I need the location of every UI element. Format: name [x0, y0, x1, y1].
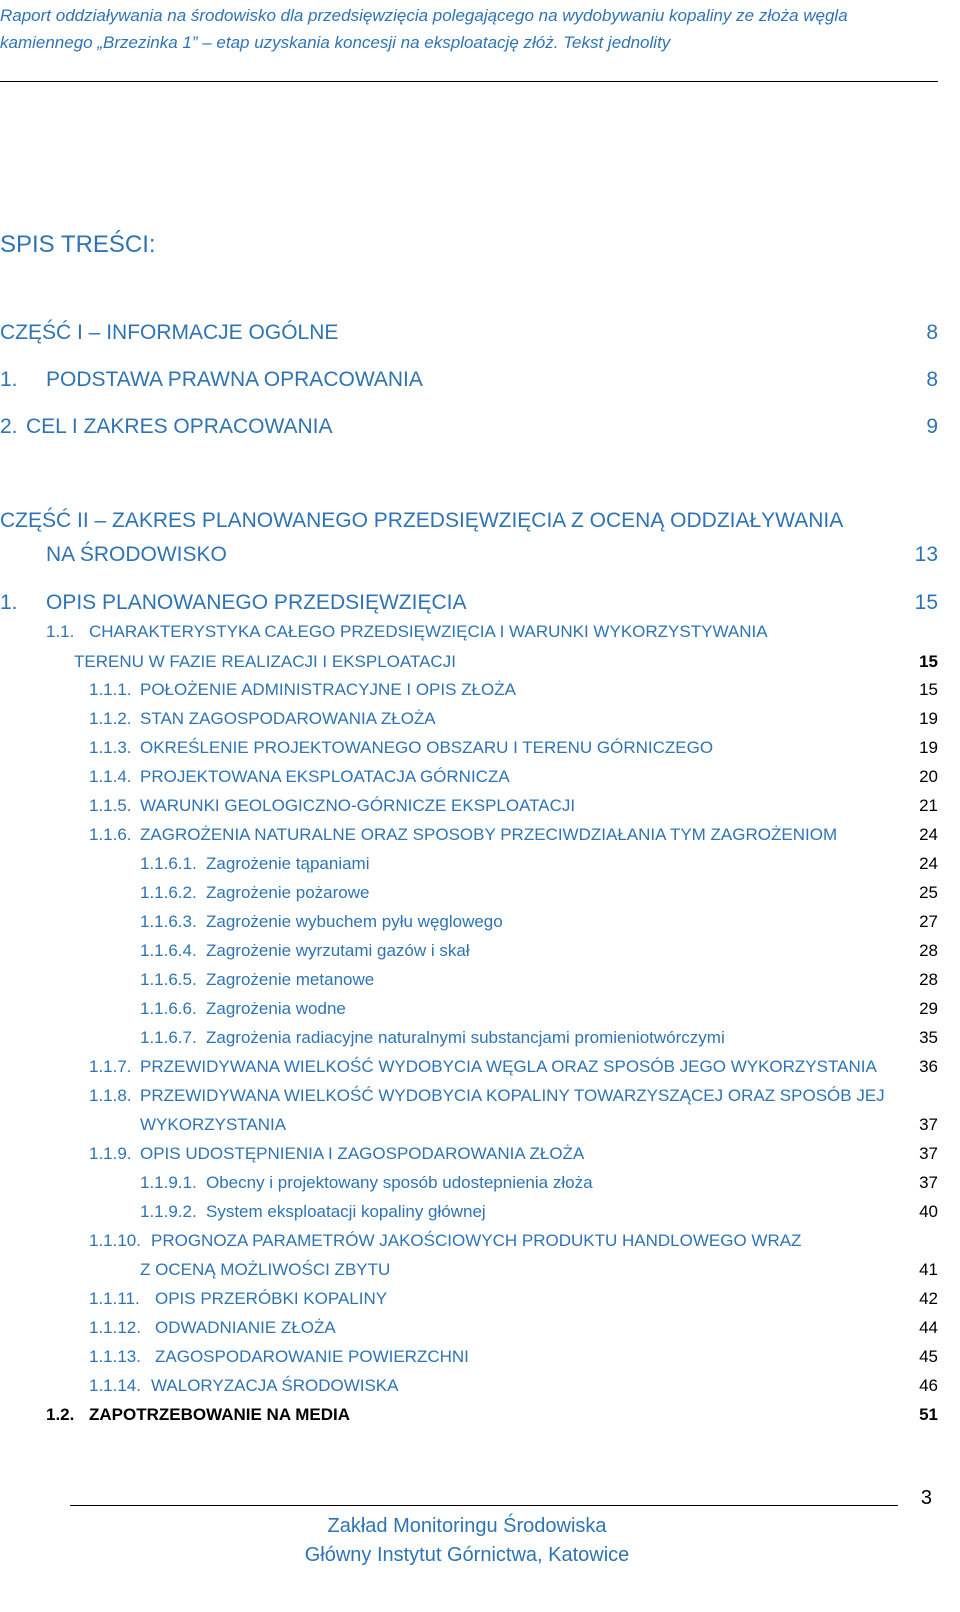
toc-entry-page: 19 [919, 738, 938, 757]
toc-entry-page: 35 [919, 1028, 938, 1047]
toc-entry-number: 1. [0, 368, 18, 391]
toc-entry-title: POŁOŻENIE ADMINISTRACYJNE I OPIS ZŁOŻA [140, 680, 516, 699]
toc-entry-title: PROGNOZA PARAMETRÓW JAKOŚCIOWYCH PRODUKTU HANDLOWEGO WRAZ [151, 1231, 802, 1250]
toc-entry-page: 36 [919, 1057, 938, 1076]
toc-entry-number: 1.1. [46, 622, 75, 641]
toc-entry-title: WARUNKI GEOLOGICZNO-GÓRNICZE EKSPLOATACJI [140, 796, 576, 815]
toc-entry-number: 1.2. [46, 1405, 75, 1424]
toc-entry-page: 15 [914, 591, 938, 614]
toc-entry-page: 37 [919, 1115, 938, 1134]
toc-entry-page: 41 [919, 1260, 938, 1279]
header-line-1: Raport oddziaływania na środowisko dla przedsięwzięcia polegającego na wydobywaniu kopaliny ze złoża węgla [0, 6, 848, 25]
toc-entry-number: 1.1.1. [89, 680, 132, 699]
toc-entry-number: 1.1.6.6. [140, 999, 197, 1018]
toc-entry-title: Zagrożenie wybuchem pyłu węglowego [206, 912, 503, 931]
toc-entry-number: 1.1.11. [89, 1289, 140, 1308]
toc-entry-title: ZAGOSPODAROWANIE POWIERZCHNI [155, 1347, 469, 1366]
toc-entry-page: 44 [919, 1318, 938, 1337]
toc-entry-page: 27 [919, 912, 938, 931]
toc-entry-number: 1.1.9. [89, 1144, 132, 1163]
toc-entry-page: 21 [919, 796, 938, 815]
toc-entry-page: 37 [919, 1173, 938, 1192]
toc-entry-title: Zagrożenie pożarowe [206, 883, 370, 902]
toc-entry-number: 1.1.9.1. [140, 1173, 197, 1192]
toc-entry-number: 1.1.13. [89, 1347, 141, 1366]
toc-entry-page: 28 [919, 970, 938, 989]
toc-entry-title: CZĘŚĆ I – INFORMACJE OGÓLNE [0, 321, 339, 344]
toc-entry-number: 1.1.3. [89, 738, 132, 757]
footer-line-1: Zakład Monitoringu Środowiska [327, 1515, 607, 1537]
toc-entry-title: Zagrożenia wodne [206, 999, 346, 1018]
toc-entry-number: 1.1.2. [89, 709, 132, 728]
toc-entry-page: 40 [919, 1202, 938, 1221]
toc-entry-page: 24 [919, 854, 938, 873]
toc-entry-number: 1.1.5. [89, 796, 132, 815]
toc-entry-number: 1.1.6. [89, 825, 132, 844]
toc-entry-title: Zagrożenie metanowe [206, 970, 375, 989]
toc-entry-number: 1. [0, 591, 18, 614]
toc-entry-title: Obecny i projektowany sposób udostepnienia złoża [206, 1173, 593, 1192]
toc-entry-page: 46 [919, 1376, 938, 1395]
toc-entry-title-continued: NA ŚRODOWISKO [46, 543, 227, 566]
footer-divider [70, 1505, 898, 1506]
toc-entry-page: 8 [926, 368, 938, 391]
toc-entry-title-continued: WYKORZYSTANIA [140, 1115, 287, 1134]
page-number: 3 [920, 1487, 932, 1509]
toc-entry-page: 15 [919, 652, 938, 671]
toc-entry-number: 1.1.6.2. [140, 883, 197, 902]
toc-entry-number: 1.1.6.4. [140, 941, 197, 960]
toc-title: SPIS TREŚCI: [0, 231, 156, 258]
toc-entry-page: 15 [919, 680, 938, 699]
toc-entry-number: 1.1.7. [89, 1057, 132, 1076]
toc-entry-page: 19 [919, 709, 938, 728]
toc-entry-number: 1.1.10. [89, 1231, 141, 1250]
toc-entry-page: 42 [919, 1289, 938, 1308]
toc-entry-number: 1.1.6.1. [140, 854, 197, 873]
toc-entry-title: CZĘŚĆ II – ZAKRES PLANOWANEGO PRZEDSIĘWZIĘCIA Z OCENĄ ODDZIAŁYWANIA [0, 509, 844, 532]
toc-entry-title: Zagrożenia radiacyjne naturalnymi substancjami promieniotwórczymi [206, 1028, 725, 1047]
toc-entry-page: 24 [919, 825, 938, 844]
toc-entry-title: ODWADNIANIE ZŁOŻA [155, 1318, 336, 1337]
toc-entry-title: PODSTAWA PRAWNA OPRACOWANIA [46, 368, 423, 391]
toc-entry-title: PRZEWIDYWANA WIELKOŚĆ WYDOBYCIA KOPALINY TOWARZYSZĄCEJ ORAZ SPOSÓB JEJ [140, 1086, 885, 1105]
toc-entry-title-continued: Z OCENĄ MOŻLIWOŚCI ZBYTU [140, 1260, 391, 1279]
toc-entry-title: CHARAKTERYSTYKA CAŁEGO PRZEDSIĘWZIĘCIA I WARUNKI WYKORZYSTYWANIA [89, 622, 768, 641]
toc-entry-title: ZAGROŻENIA NATURALNE ORAZ SPOSOBY PRZECIWDZIAŁANIA TYM ZAGROŻENIOM [140, 825, 838, 844]
toc-entry-title: OKREŚLENIE PROJEKTOWANEGO OBSZARU I TERENU GÓRNICZEGO [140, 738, 714, 757]
toc-entry-page: 20 [919, 767, 938, 786]
toc-entry-number: 1.1.6.7. [140, 1028, 197, 1047]
toc-entry-title: OPIS PRZERÓBKI KOPALINY [155, 1289, 388, 1308]
toc-entry-page: 28 [919, 941, 938, 960]
toc-entry-title: CEL I ZAKRES OPRACOWANIA [26, 415, 333, 438]
toc-entry-page: 45 [919, 1347, 938, 1366]
toc-entry-page: 51 [919, 1405, 938, 1424]
toc-entry-title: OPIS PLANOWANEGO PRZEDSIĘWZIĘCIA [46, 591, 467, 614]
toc-entry-title: STAN ZAGOSPODAROWANIA ZŁOŻA [140, 709, 436, 728]
toc-entry-title: WALORYZACJA ŚRODOWISKA [151, 1376, 399, 1395]
toc-entry-number: 1.1.6.5. [140, 970, 197, 989]
footer-line-2: Główny Instytut Górnictwa, Katowice [304, 1544, 630, 1566]
toc-entry-title: System eksploatacji kopaliny głównej [206, 1202, 486, 1221]
toc-entry-number: 1.1.4. [89, 767, 132, 786]
toc-entry-number: 2. [0, 415, 18, 438]
header-divider [0, 81, 938, 82]
toc-entry-page: 8 [926, 321, 938, 344]
toc-entry-title-continued: TERENU W FAZIE REALIZACJI I EKSPLOATACJI [74, 652, 456, 671]
toc-entry-title: Zagrożenie tąpaniami [206, 854, 370, 873]
header-line-2: kamiennego „Brzezinka 1” – etap uzyskania koncesji na eksploatację złóż. Tekst jednolity [0, 33, 671, 52]
toc-entry-page: 13 [914, 543, 938, 566]
toc-entry-number: 1.1.6.3. [140, 912, 197, 931]
toc-entry-title: PRZEWIDYWANA WIELKOŚĆ WYDOBYCIA WĘGLA ORAZ SPOSÓB JEGO WYKORZYSTANIA [140, 1057, 877, 1076]
toc-entry-title: OPIS UDOSTĘPNIENIA I ZAGOSPODAROWANIA ZŁOŻA [140, 1144, 585, 1163]
toc-entry-title: ZAPOTRZEBOWANIE NA MEDIA [89, 1405, 350, 1424]
toc-entry-page: 9 [926, 415, 938, 438]
toc-entry-number: 1.1.8. [89, 1086, 132, 1105]
toc-entry-number: 1.1.14. [89, 1376, 141, 1395]
document-header [0, 0, 940, 56]
toc-entry-page: 25 [919, 883, 938, 902]
toc-entry-number: 1.1.9.2. [140, 1202, 197, 1221]
toc-entry-title: Zagrożenie wyrzutami gazów i skał [206, 941, 470, 960]
toc-entry-number: 1.1.12. [89, 1318, 141, 1337]
toc-entry-title: PROJEKTOWANA EKSPLOATACJA GÓRNICZA [140, 767, 510, 786]
toc-entry-page: 29 [919, 999, 938, 1018]
toc-entry-page: 37 [919, 1144, 938, 1163]
